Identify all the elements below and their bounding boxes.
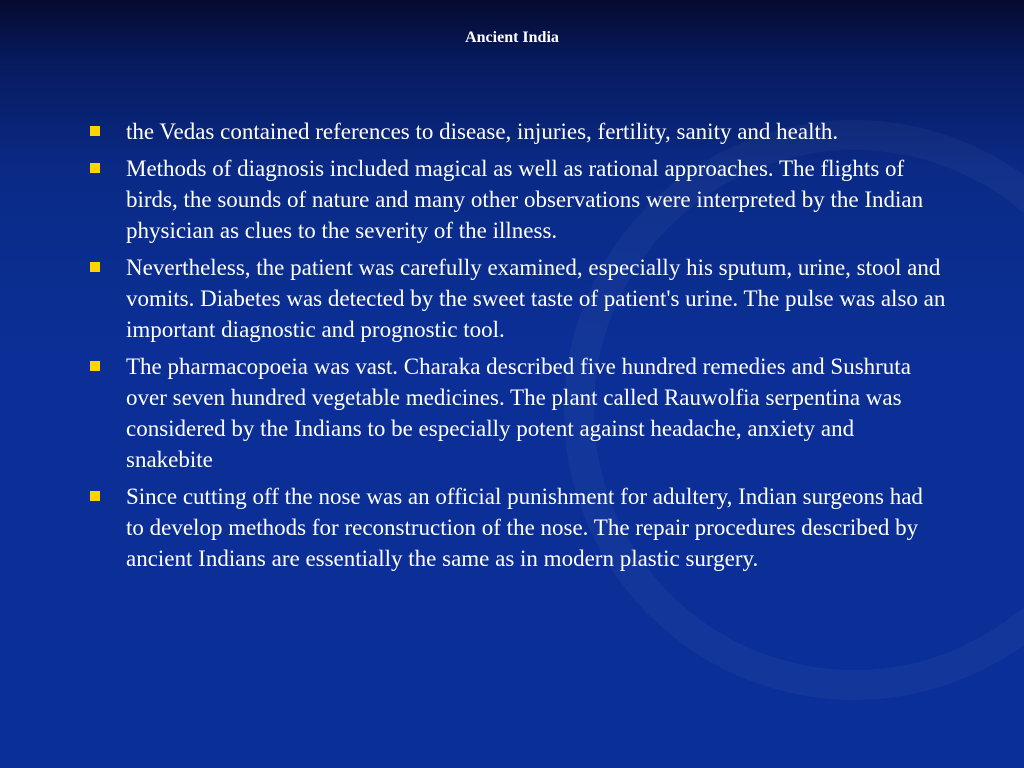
square-bullet-icon bbox=[90, 163, 100, 173]
bullet-text: Methods of diagnosis included magical as well as rational approaches. The flights of birds, the sounds of nature and many other observations were interpreted by the Indian physician as clues to the severity of the illness. bbox=[126, 156, 924, 243]
bullet-text: the Vedas contained references to disease, injuries, fertility, sanity and health. bbox=[126, 119, 839, 144]
bullet-item bbox=[86, 116, 946, 147]
slide-title: Ancient India bbox=[465, 29, 559, 46]
bullet-list bbox=[86, 116, 946, 580]
square-bullet-icon bbox=[90, 361, 100, 371]
square-bullet-icon bbox=[90, 126, 100, 136]
bullet-item bbox=[86, 252, 946, 345]
square-bullet-icon bbox=[90, 491, 100, 501]
bullet-item bbox=[86, 481, 946, 574]
bullet-text: The pharmacopoeia was vast. Charaka described five hundred remedies and Sushruta over seven hundred vegetable medicines. The plant called Rauwolfia serpentina was considered by the Indians to be especially potent against headache, anxiety and snakebite bbox=[126, 354, 911, 472]
bullet-text: Since cutting off the nose was an official punishment for adultery, Indian surgeons had to develop methods for reconstruction of the nose. The repair procedures described by ancient Indians are essentially the same as in modern plastic surgery. bbox=[126, 484, 923, 571]
bullet-item bbox=[86, 351, 946, 475]
square-bullet-icon bbox=[90, 262, 100, 272]
bullet-item bbox=[86, 153, 946, 246]
bullet-text: Nevertheless, the patient was carefully examined, especially his sputum, urine, stool and vomits. Diabetes was detected by the sweet taste of patient's urine. The pulse was also an important diagnostic and prognostic tool. bbox=[126, 255, 946, 342]
